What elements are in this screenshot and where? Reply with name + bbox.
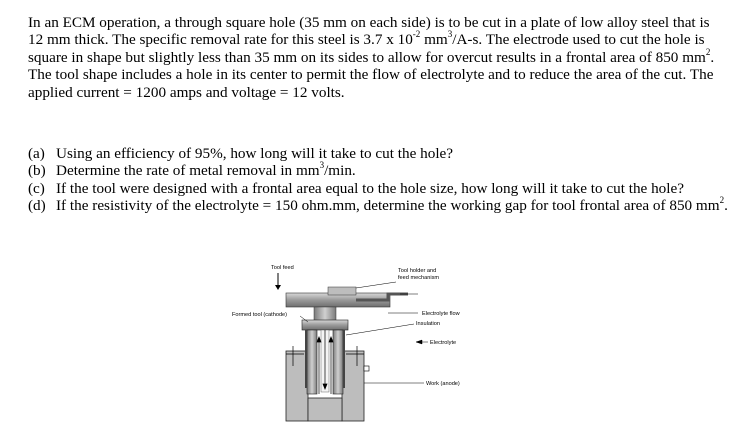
part-label: (a) (28, 145, 45, 162)
part-text-wrap (56, 197, 728, 214)
electrolyte-flow-label: Electrolyte flow (422, 311, 460, 317)
unit-text: mm (420, 31, 448, 49)
ecm-diagram (228, 258, 528, 428)
part-after: . (724, 197, 728, 215)
part-text: If the resistivity of the electrolyte = 150 ohm.mm, determine the working gap for tool frontal area of 850 mm (56, 197, 720, 215)
tool-feed-arrow (275, 273, 281, 290)
part-sup: 3 (319, 160, 325, 171)
tool-holder-cap (328, 287, 356, 295)
part-text-wrap (56, 162, 728, 179)
tool-holder-label: Tool holder and (398, 268, 437, 274)
problem-intro: In an ECM operation, a through square hole (35 mm on each side) is to be cut in a plate of low alloy steel that is 12 mm thick. The specific removal rate for this steel is 3.7 x 10 (28, 14, 710, 49)
exponent-1: -2 (412, 29, 421, 40)
tool-holder-label-2: feed mechanism (398, 275, 440, 281)
exponent-3: 2 (705, 46, 711, 57)
exponent-2: 3 (447, 29, 453, 40)
insulation-label: Insulation (416, 321, 440, 327)
part-text: Determine the rate of metal removal in mm (56, 162, 320, 180)
part-c (28, 180, 728, 197)
tool-shaft (314, 307, 336, 321)
formed-tool-label: Formed tool (cathode) (232, 312, 288, 318)
marker (364, 366, 369, 371)
problem-tail: . The tool shape includes a hole in its center to permit the flow of electrolyte and to reduce the area of the cut. The applied current = 1200 amps and voltage = 12 volts. (28, 48, 715, 101)
part-label: (c) (28, 179, 45, 197)
part-after: /min. (324, 162, 356, 180)
work-anode-label: Work (anode) (426, 381, 460, 387)
tool-feed-label: Tool feed (271, 265, 294, 271)
part-d (28, 197, 728, 214)
part-b (28, 162, 728, 179)
question-parts (28, 145, 728, 215)
part-text: Using an efficiency of 95%, how long will it take to cut the hole? (56, 145, 454, 162)
problem-statement (28, 14, 728, 101)
electrolyte-label: Electrolyte (430, 340, 457, 346)
problem-mid: /A-s. The electrode used to cut the hole is square in shape but slightly less than 35 mm on its sides to allow for overcut results in a frontal area of 850 mm (28, 31, 706, 66)
part-label: (b) (28, 162, 46, 180)
part-text: If the tool were designed with a frontal area equal to the hole size, how long will it take to cut the hole? (56, 179, 684, 197)
part-a (28, 145, 728, 162)
part-sup: 2 (719, 195, 725, 206)
part-label: (d) (28, 197, 46, 215)
